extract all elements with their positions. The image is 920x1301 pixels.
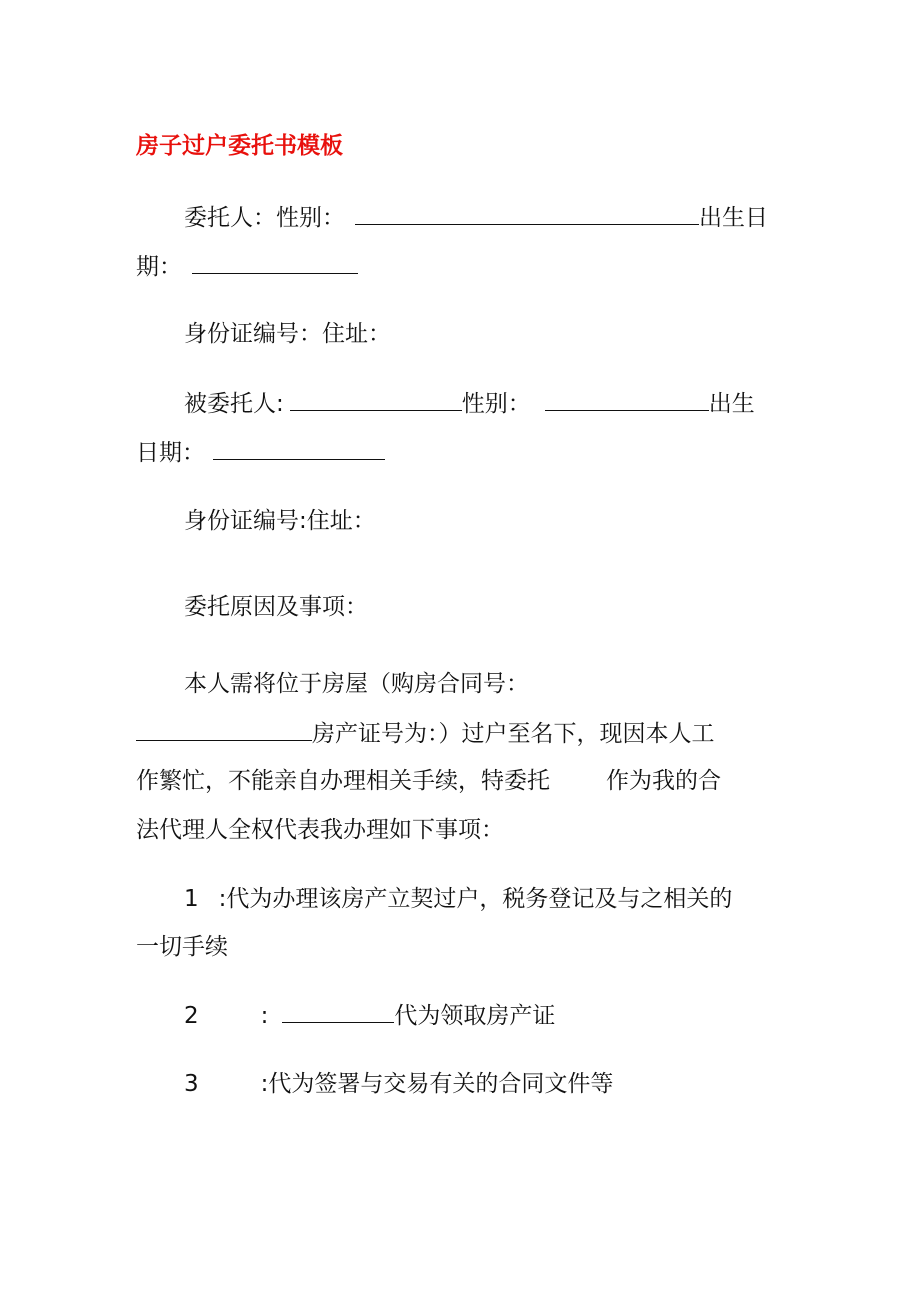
- principal-gender-blank[interactable]: [355, 202, 699, 225]
- principal-label: 委托人：: [184, 205, 276, 231]
- item-2-blank[interactable]: [282, 1000, 394, 1023]
- principal-birth-blank[interactable]: [192, 251, 358, 274]
- reason-heading: 委托原因及事项：: [184, 594, 368, 620]
- agent-birth-label-1: 出生: [708, 391, 755, 417]
- document-title: 房子过户委托书模板: [136, 133, 343, 159]
- contract-number-blank[interactable]: [136, 718, 312, 741]
- item-2: [184, 1000, 555, 1032]
- body-line-1: 本人需将位于房屋（购房合同号：: [184, 671, 529, 697]
- item-2-sep: :: [260, 1003, 269, 1029]
- principal-line: [184, 202, 768, 234]
- item-2-number: 2: [184, 1003, 199, 1029]
- body-line-4: 法代理人全权代表我办理如下事项：: [136, 817, 504, 843]
- principal-id-address: 身份证编号：住址：: [184, 321, 391, 347]
- agent-label: 被委托人:: [184, 391, 284, 417]
- body-line-3a: 作繁忙，不能亲自办理相关手续，特委托: [136, 768, 550, 794]
- item-1-number: 1: [184, 886, 199, 912]
- item-1: [184, 883, 732, 915]
- body-line-2: [136, 718, 715, 750]
- principal-birth-label-1: 出生日: [699, 205, 768, 231]
- item-1-continued: 一切手续: [136, 934, 228, 960]
- body-line-3: [136, 765, 721, 797]
- item-3-number: 3: [184, 1071, 199, 1097]
- body-line-3b: 作为我的合: [606, 768, 721, 794]
- agent-line: [184, 388, 755, 420]
- principal-birth-label-2: 期：: [136, 254, 182, 280]
- agent-name-blank[interactable]: [290, 388, 462, 411]
- item-1-text: :代为办理该房产立契过户，税务登记及与之相关的: [218, 886, 733, 912]
- agent-birth-blank[interactable]: [213, 437, 385, 460]
- principal-birth-line: [136, 251, 358, 283]
- agent-birth-line: [136, 437, 385, 469]
- item-3-text: :代为签署与交易有关的合同文件等: [260, 1071, 614, 1097]
- agent-gender-blank[interactable]: [545, 388, 709, 411]
- principal-gender-label: 性别：: [276, 205, 345, 231]
- body-line-2-text: 房产证号为：）过户至名下，现因本人工: [312, 721, 715, 747]
- agent-gender-label: 性别：: [461, 391, 531, 417]
- agent-id-address: 身份证编号:住址：: [184, 508, 376, 534]
- agent-birth-label-2: 日期：: [136, 440, 205, 466]
- item-2-text: 代为领取房产证: [394, 1003, 556, 1029]
- item-3: [184, 1068, 613, 1100]
